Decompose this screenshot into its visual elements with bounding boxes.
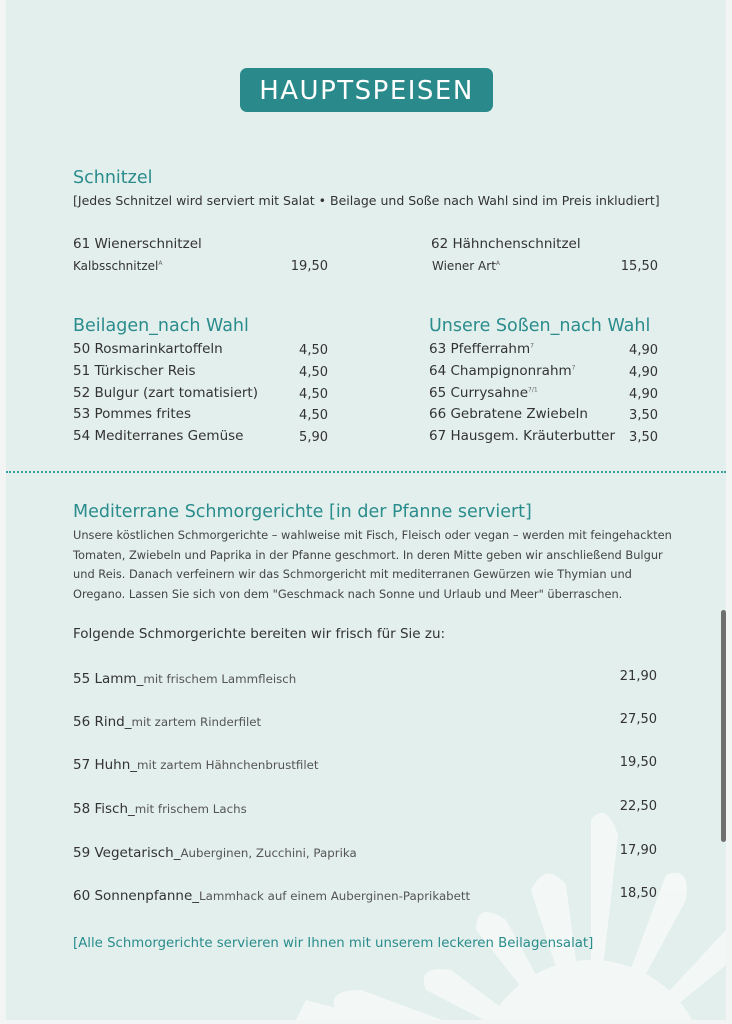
table-row: 55 Lamm_mit frischem Lammfleisch [73, 671, 297, 687]
list-item: 52 Bulgur (zart tomatisiert) [73, 385, 258, 401]
table-row: 57 Huhn_mit zartem Hähnchenbrustfilet [73, 757, 319, 773]
list-item-price: 3,50 [629, 430, 658, 445]
table-row: 58 Fisch_mit frischem Lachs [73, 801, 247, 817]
list-item: 65 Currysahne$^{7/1}$ [429, 385, 538, 401]
schnitzel-item-price: 15,50 [620, 259, 658, 274]
list-item-price: 4,90 [629, 343, 658, 358]
table-row-price: 27,50 [619, 712, 657, 727]
list-item-price: 5,90 [299, 430, 328, 445]
table-row-price: 18,50 [619, 886, 657, 901]
table-row-price: 21,90 [619, 669, 657, 684]
list-item-price: 4,50 [299, 408, 328, 423]
table-row: 60 Sonnenpfanne_Lammhack auf einem Auberginen-Paprikabett [73, 888, 471, 904]
list-item: 66 Gebratene Zwiebeln [429, 406, 588, 422]
schnitzel-item-sub: Kalbsschnitzel$^A$ [73, 259, 163, 273]
list-item: 53 Pommes frites [73, 406, 192, 422]
schmor-footer: [Alle Schmorgerichte servieren wir Ihnen mit unserem leckeren Beilagensalat] [73, 936, 594, 951]
schmor-description: Unsere köstlichen Schmorgerichte – wahlweise mit Fisch, Fleisch oder vegan – werden mit feingehackten Tomaten, Zwiebeln und Paprika in der Pfanne geschmort. In deren Mitte geben wir anschließend Bulgur und Reis. Danach verfeinern wir das Schmorgericht mit mediterranen Gewürzen wie Thymian und Oregano. Lassen Sie sich von dem "Geschmack nach Sonne und Urlaub und Meer" überraschen. [73, 528, 672, 601]
table-row-price: 17,90 [619, 843, 657, 858]
schnitzel-item-sub: Wiener Art$^A$ [432, 259, 501, 273]
beilagen-heading: Beilagen_nach Wahl [73, 316, 249, 336]
menu-card [6, 0, 726, 1020]
list-item: 51 Türkischer Reis [73, 363, 196, 379]
list-item: 64 Champignonrahm$^7$ [429, 363, 576, 379]
schnitzel-note: [Jedes Schnitzel wird serviert mit Salat • Beilage und Soße nach Wahl sind im Preis inkludiert] [73, 193, 660, 208]
list-item-price: 4,50 [299, 343, 328, 358]
table-row-price: 22,50 [619, 799, 657, 814]
schmor-intro: Folgende Schmorgerichte bereiten wir frisch für Sie zu: [73, 626, 446, 642]
list-item: 67 Hausgem. Kräuterbutter [429, 428, 616, 444]
schnitzel-heading: Schnitzel [73, 168, 153, 188]
list-item-price: 4,50 [299, 387, 328, 402]
page-title: HAUPTSPEISEN [240, 68, 493, 112]
table-row: 56 Rind_mit zartem Rinderfilet [73, 714, 262, 730]
list-item-price: 3,50 [629, 408, 658, 423]
scrollbar[interactable] [721, 610, 726, 842]
list-item-price: 4,90 [629, 387, 658, 402]
table-row: 59 Vegetarisch_Auberginen, Zucchini, Paprika [73, 845, 357, 861]
list-item-price: 4,50 [299, 365, 328, 380]
dotted-divider [6, 471, 726, 473]
list-item: 50 Rosmarinkartoffeln [73, 341, 223, 357]
schmor-heading: Mediterrane Schmorgerichte [in der Pfanne serviert] [73, 502, 532, 522]
list-item: 63 Pfefferrahm$^7$ [429, 341, 534, 357]
table-row-price: 19,50 [619, 755, 657, 770]
list-item-price: 4,90 [629, 365, 658, 380]
sossen-heading: Unsere Soßen_nach Wahl [429, 316, 651, 336]
schnitzel-item-name: 62 Hähnchenschnitzel [431, 236, 581, 252]
list-item: 54 Mediterranes Gemüse [73, 428, 244, 444]
schnitzel-item-price: 19,50 [290, 259, 328, 274]
schnitzel-item-name: 61 Wienerschnitzel [73, 236, 202, 252]
